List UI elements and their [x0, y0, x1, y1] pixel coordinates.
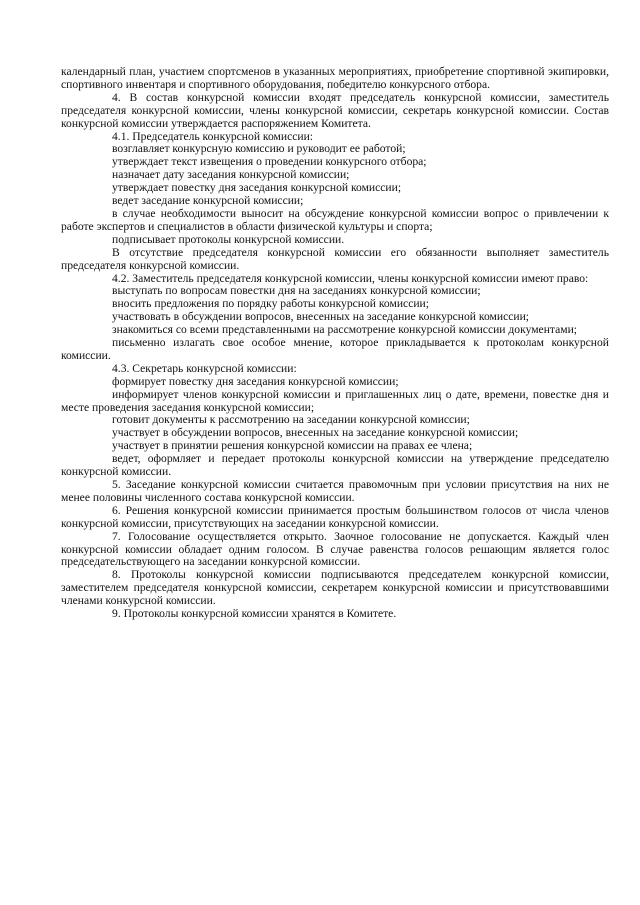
paragraph-item-8: 8. Протоколы конкурсной комиссии подписываются председателем конкурсной комиссии, заместителем председателя конкурсной комиссии, секретарем конкурсной комиссии и присутствовавшими членами конкурсной комиссии. — [61, 568, 609, 608]
list-item: ведет заседание конкурсной комиссии; — [112, 194, 304, 208]
list-item: в случае необходимости выносит на обсуждение конкурсной комиссии вопрос о привлечении к работе экспертов и специалистов в области физической культуры и спорта; — [61, 206, 609, 233]
paragraph-item-9: 9. Протоколы конкурсной комиссии хранятся в Комитете. — [112, 607, 397, 621]
subheading-4-2: 4.2. Заместитель председателя конкурсной комиссии, члены конкурсной комиссии имеют право: — [112, 271, 589, 285]
list-item: утверждает повестку дня заседания конкурсной комиссии; — [112, 181, 402, 195]
paragraph-item-4: 4. В состав конкурсной комиссии входят председатель конкурсной комиссии, заместитель председателя конкурсной комиссии, члены конкурсной комиссии, секретарь конкурсной комиссии. Состав конкурсной комиссии утверждается распоряжением Комитета. — [61, 90, 609, 130]
list-item: вносить предложения по порядку работы конкурсной комиссии; — [112, 297, 429, 311]
list-item: формирует повестку дня заседания конкурсной комиссии; — [112, 374, 399, 388]
list-item: подписывает протоколы конкурсной комиссии. — [112, 232, 345, 246]
list-item: знакомиться со всеми представленными на рассмотрение конкурсной комиссии документами; — [112, 323, 578, 337]
paragraph: В отсутствие председателя конкурсной комиссии его обязанности выполняет заместитель председателя конкурсной комиссии. — [61, 245, 609, 272]
list-item: выступать по вопросам повестки дня на заседаниях конкурсной комиссии; — [112, 284, 481, 298]
paragraph: календарный план, участием спортсменов в указанных мероприятиях, приобретение спортивной экипировки, спортивного инвентаря и спортивного оборудования, победителю конкурсного отбора. — [61, 65, 609, 91]
list-item: утверждает текст извещения о проведении конкурсного отбора; — [112, 155, 427, 169]
paragraph-item-5: 5. Заседание конкурсной комиссии считается правомочным при условии присутствия на них не менее половины численного состава конкурсной комиссии. — [61, 478, 609, 504]
subheading-4-3: 4.3. Секретарь конкурсной комиссии: — [112, 361, 297, 375]
document-body — [61, 66, 609, 621]
subheading-4-1: 4.1. Председатель конкурсной комиссии: — [112, 129, 313, 143]
list-item: участвовать в обсуждении вопросов, внесенных на заседание конкурсной комиссии; — [112, 310, 529, 324]
list-item: назначает дату заседания конкурсной комиссии; — [112, 168, 350, 182]
list-item: готовит документы к рассмотрению на заседании конкурсной комиссии; — [112, 413, 470, 427]
list-item: участвует в принятии решения конкурсной комиссии на правах ее члена; — [112, 439, 473, 453]
list-item: информирует членов конкурсной комиссии и приглашенных лиц о дате, времени, повестке дня и месте проведения заседания конкурсной комиссии; — [61, 387, 609, 414]
list-item: ведет, оформляет и передает протоколы конкурсной комиссии на утверждение председателю конкурсной комиссии. — [61, 452, 609, 479]
list-item: участвует в обсуждении вопросов, внесенных на заседание конкурсной комиссии; — [112, 426, 519, 440]
paragraph-item-7: 7. Голосование осуществляется открыто. Заочное голосование не допускается. Каждый член конкурсной комиссии обладает одним голосом. В случае равенства голосов решающим является голос председательствующего на заседании конкурсной комиссии. — [61, 529, 609, 569]
list-item: возглавляет конкурсную комиссию и руководит ее работой; — [112, 142, 406, 156]
paragraph-item-6: 6. Решения конкурсной комиссии принимается простым большинством голосов от числа членов конкурсной комиссии, присутствующих на заседании конкурсной комиссии. — [61, 503, 609, 530]
list-item: письменно излагать свое особое мнение, которое прикладывается к протоколам конкурсной комиссии. — [61, 336, 609, 362]
